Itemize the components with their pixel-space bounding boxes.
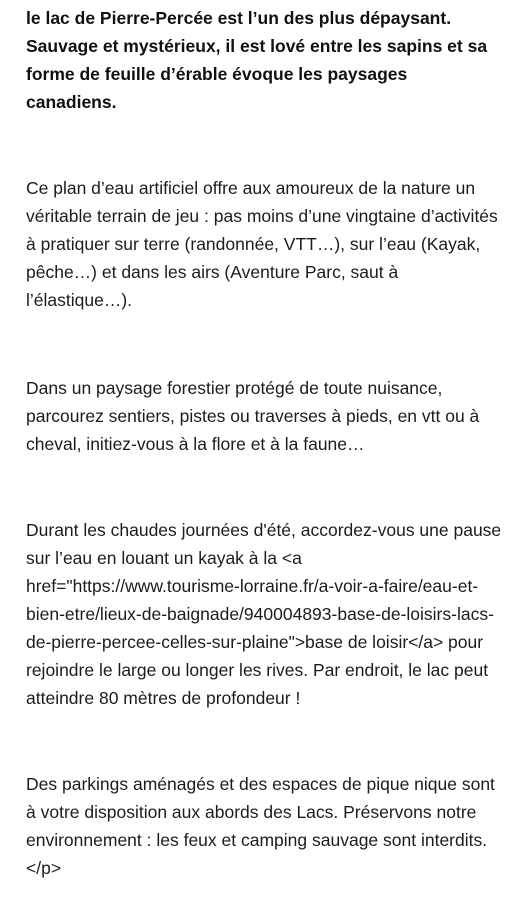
article-body [26, 0, 502, 882]
intro-paragraph: le lac de Pierre-Percée est l’un des plus dépaysant. Sauvage et mystérieux, il est lové entre les sapins et sa forme de feuille d’érable évoque les paysages canadiens. [26, 8, 488, 112]
forest-paragraph: Dans un paysage forestier protégé de toute nuisance, parcourez sentiers, pistes ou traverses à pieds, en vtt ou à cheval, initiez-vous à la flore et à la faune… [26, 378, 480, 454]
activities-paragraph: Ce plan d’eau artificiel offre aux amoureux de la nature un véritable terrain de jeu : pas moins d’une vingtaine d’activités à pratiquer sur terre (randonnée, VTT…), sur l’eau (Kayak, pêche…) et dans les airs (Aventure Parc, saut à l’élastique…). [26, 178, 498, 310]
parking-paragraph: Des parkings aménagés et des espaces de pique nique sont à votre disposition aux abords des Lacs. Préservons notre environnement : les feux et camping sauvage sont interdits.</p> [26, 774, 495, 878]
kayak-paragraph: Durant les chaudes journées d'été, accordez-vous une pause sur l’eau en louant un kayak à la <a href="https://www.tourisme-lorraine.fr/a-voir-a-faire/eau-et-bien-etre/lieux-de-baignade/940004893-base-de-loisirs-lacs-de-pierre-percee-celles-sur-plaine">base de loisir</a> pour rejoindre le large ou longer les rives. Par endroit, le lac peut atteindre 80 mètres de profondeur ! [26, 520, 502, 708]
